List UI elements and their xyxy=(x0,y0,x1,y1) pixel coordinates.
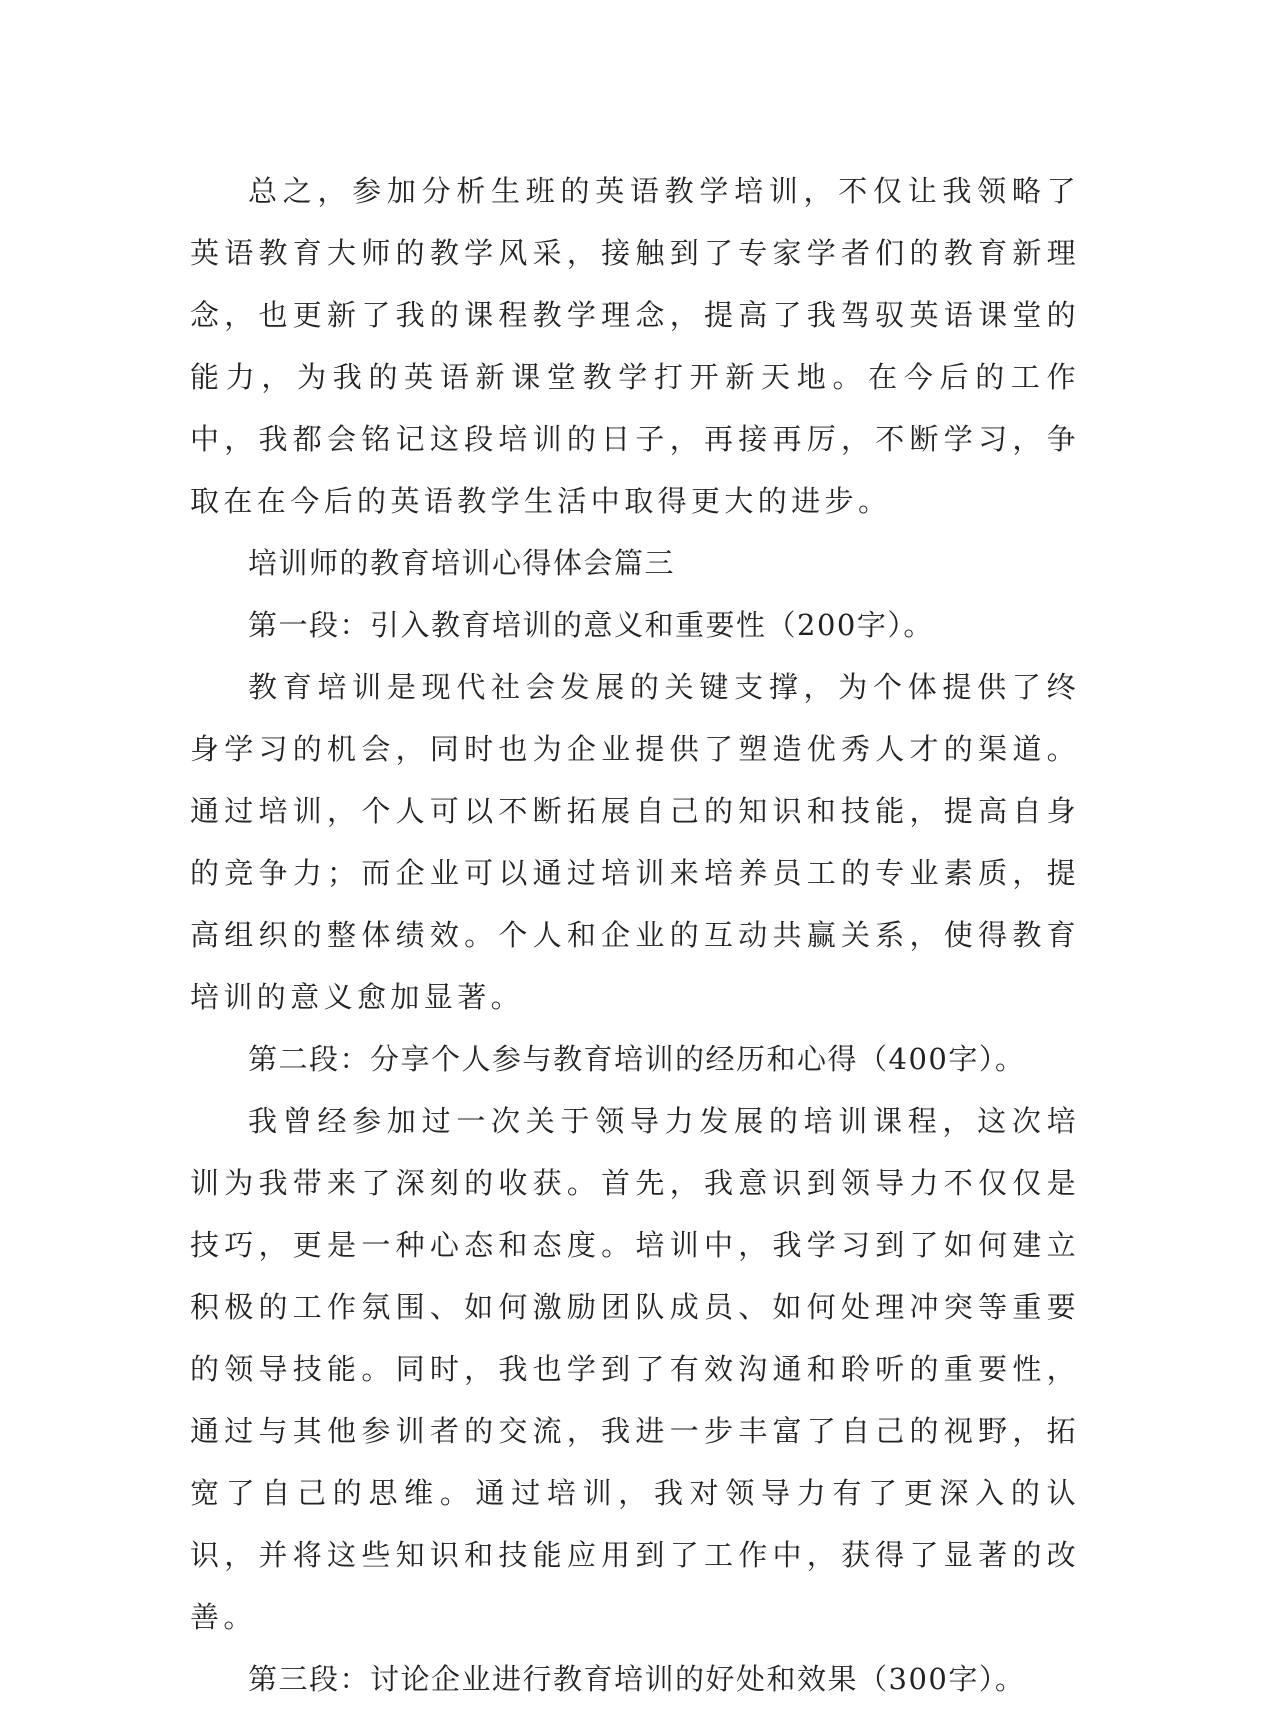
heading-section-one: 第一段：引入教育培训的意义和重要性（200字）。 xyxy=(248,608,934,642)
document-body xyxy=(190,160,1080,1710)
paragraph-conclusion: 总之，参加分析生班的英语教学培训，不仅让我领略了英语教育大师的教学风采，接触到了专家学者们的教育新理念，也更新了我的课程教学理念，提高了我驾驭英语课堂的能力，为我的英语新课堂教学打开新天地。在今后的工作中，我都会铭记这段培训的日子，再接再厉，不断学习，争取在在今后的英语教学生活中取得更大的进步。 xyxy=(190,174,1080,518)
paragraph-significance: 教育培训是现代社会发展的关键支撑，为个体提供了终身学习的机会，同时也为企业提供了塑造优秀人才的渠道。通过培训，个人可以不断拓展自己的知识和技能，提高自身的竞争力；而企业可以通过培训来培养员工的专业素质，提高组织的整体绩效。个人和企业的互动共赢关系，使得教育培训的意义愈加显著。 xyxy=(190,670,1080,1014)
paragraph-experience: 我曾经参加过一次关于领导力发展的培训课程，这次培训为我带来了深刻的收获。首先，我意识到领导力不仅仅是技巧，更是一种心态和态度。培训中，我学习到了如何建立积极的工作氛围、如何激励团队成员、如何处理冲突等重要的领导技能。同时，我也学到了有效沟通和聆听的重要性，通过与其他参训者的交流，我进一步丰富了自己的视野，拓宽了自己的思维。通过培训，我对领导力有了更深入的认识，并将这些知识和技能应用到了工作中，获得了显著的改善。 xyxy=(190,1104,1080,1634)
heading-section-two: 第二段：分享个人参与教育培训的经历和心得（400字）。 xyxy=(248,1042,1026,1076)
heading-section-three: 第三段：讨论企业进行教育培训的好处和效果（300字）。 xyxy=(248,1662,1026,1696)
section-title-part-three: 培训师的教育培训心得体会篇三 xyxy=(248,546,676,580)
